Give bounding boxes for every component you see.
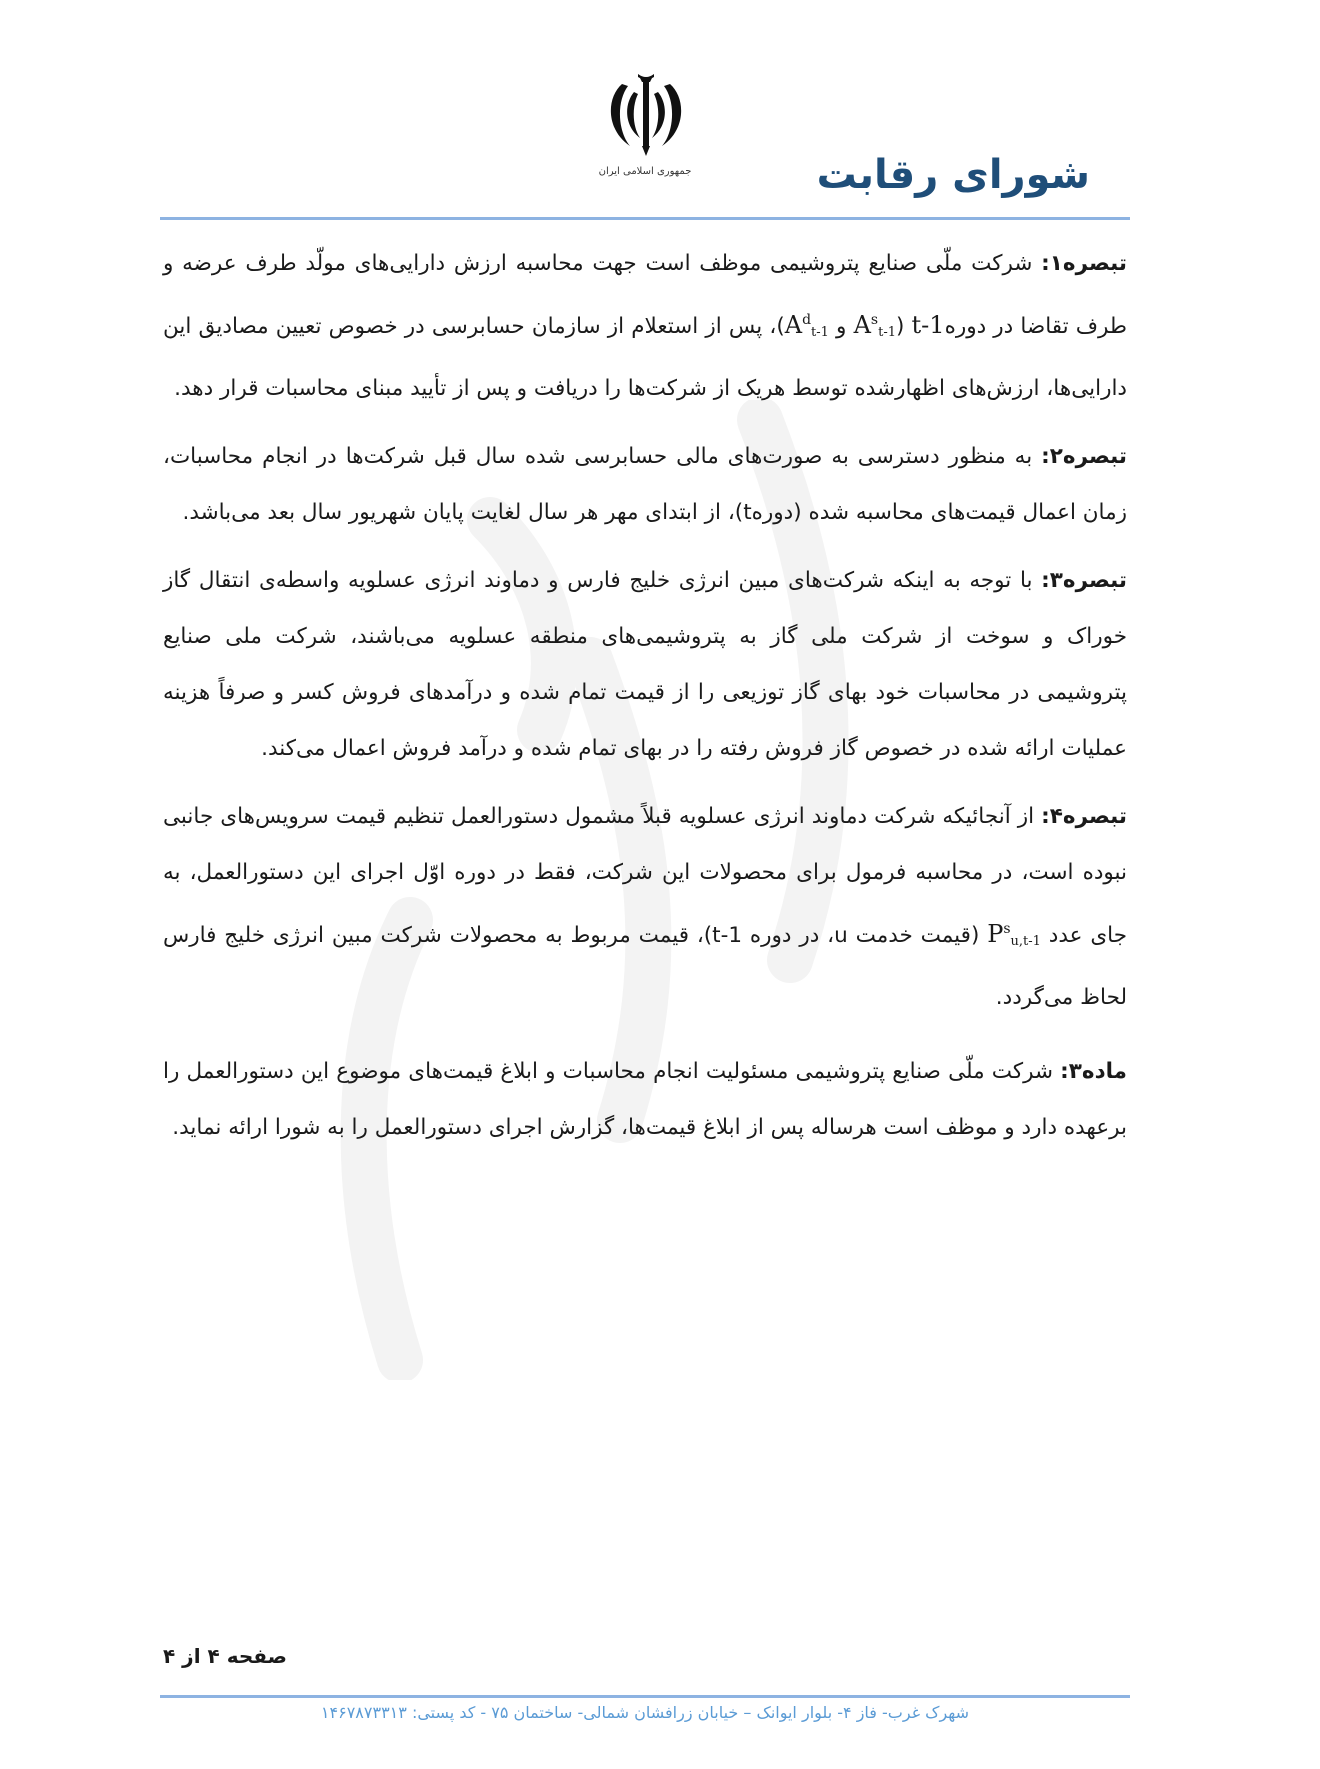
note-1-text-continued: )، پس از استعلام از سازمان حسابرسی در خصوص تعیین مصادیق این دارایی‌ها، ارزش‌های اظهارشده توسط هریک از شرکت‌ها را دریافت و پس از تأیید مبنای محاسبات قرار دهد. [163, 314, 1127, 401]
note-2-label: تبصره۲: [1041, 444, 1127, 469]
service-price-symbol: $P^s_{u,t-1}$ [987, 920, 1041, 949]
footer-address: شهرک غرب- فاز ۴- بلوار ایوانک – خیابان زرافشان شمالی- ساختمان ۷۵ - کد پستی: ۱۴۶۷۸۷۳۳۱۳ [320, 1703, 970, 1722]
note-2 [163, 429, 1127, 541]
header-divider [160, 217, 1130, 220]
iran-emblem-icon [604, 72, 688, 158]
asset-supply-symbol: $A^s_{t-1}$ [853, 311, 896, 340]
note-4-text-continued: (قیمت خدمت u، در دوره t-1)، قیمت مربوط به محصولات شرکت مبین انرژی خلیج فارس لحاظ می‌گردد. [163, 923, 1127, 1010]
footer-divider [160, 1695, 1130, 1698]
note-2-text: به منظور دسترسی به صورت‌های مالی حسابرسی شده سال قبل شرکت‌ها در انجام محاسبات، زمان اعمال قیمت‌های محاسبه شده (دوره‌t)، از ابتدای مهر هر سال لغایت پایان شهریور سال بعد می‌باشد. [163, 444, 1127, 525]
article-3-label: ماده۳: [1060, 1059, 1127, 1084]
note-1-text: شرکت ملّی صنایع پتروشیمی موظف است جهت محاسبه ارزش دارایی‌های مولّد طرف عرضه و طرف تقاضا در دوره [163, 251, 1128, 339]
period-t-1: t-1 [911, 311, 945, 339]
page-number: صفحه ۴ از ۴ [163, 1644, 287, 1668]
note-1 [163, 236, 1127, 417]
conjunction: و [828, 314, 854, 339]
paren-open: ( [896, 314, 912, 339]
organization-title: شورای رقابت [816, 152, 1090, 198]
asset-demand-symbol: $A^d_{t-1}$ [784, 311, 829, 340]
note-3-text: با توجه به اینکه شرکت‌های مبین انرژی خلیج فارس و دماوند انرژی عسلویه واسطه‌ی انتقال گاز خوراک و سوخت از شرکت ملی گاز به پتروشیمی‌های منطقه عسلویه می‌باشند، شرکت ملی صنایع پتروشیمی در محاسبات خود بهای گاز توزیعی را از قیمت تمام شده و درآمدهای فروش کسر و صرفاً هزینه عملیات ارائه شده در خصوص گاز فروش رفته را در بهای تمام شده و درآمد فروش اعمال می‌کند. [163, 568, 1127, 761]
article-3-text: شرکت ملّی صنایع پتروشیمی مسئولیت انجام محاسبات و ابلاغ قیمت‌های موضوع این دستورالعمل را برعهده دارد و موظف است هرساله پس از ابلاغ قیمت‌ها، گزارش اجرای دستورالعمل را به شورا ارائه نماید. [163, 1059, 1127, 1140]
emblem-caption: جمهوری اسلامی ایران [598, 166, 692, 177]
document-body [163, 236, 1127, 1156]
note-4-text: از آنجائیکه شرکت دماوند انرژی عسلویه قبلاً مشمول دستورالعمل تنظیم قیمت سرویس‌های جانبی نبوده است، در محاسبه فرمول برای محصولات این شرکت، فقط در دوره اوّل اجرای این دستورالعمل، به جای عدد [163, 804, 1127, 948]
note-4-label: تبصره۴: [1041, 804, 1127, 829]
note-3 [163, 553, 1127, 777]
note-4 [163, 789, 1127, 1026]
article-3 [163, 1044, 1127, 1156]
note-3-label: تبصره۳: [1041, 568, 1127, 593]
note-1-label: تبصره۱: [1041, 251, 1127, 276]
